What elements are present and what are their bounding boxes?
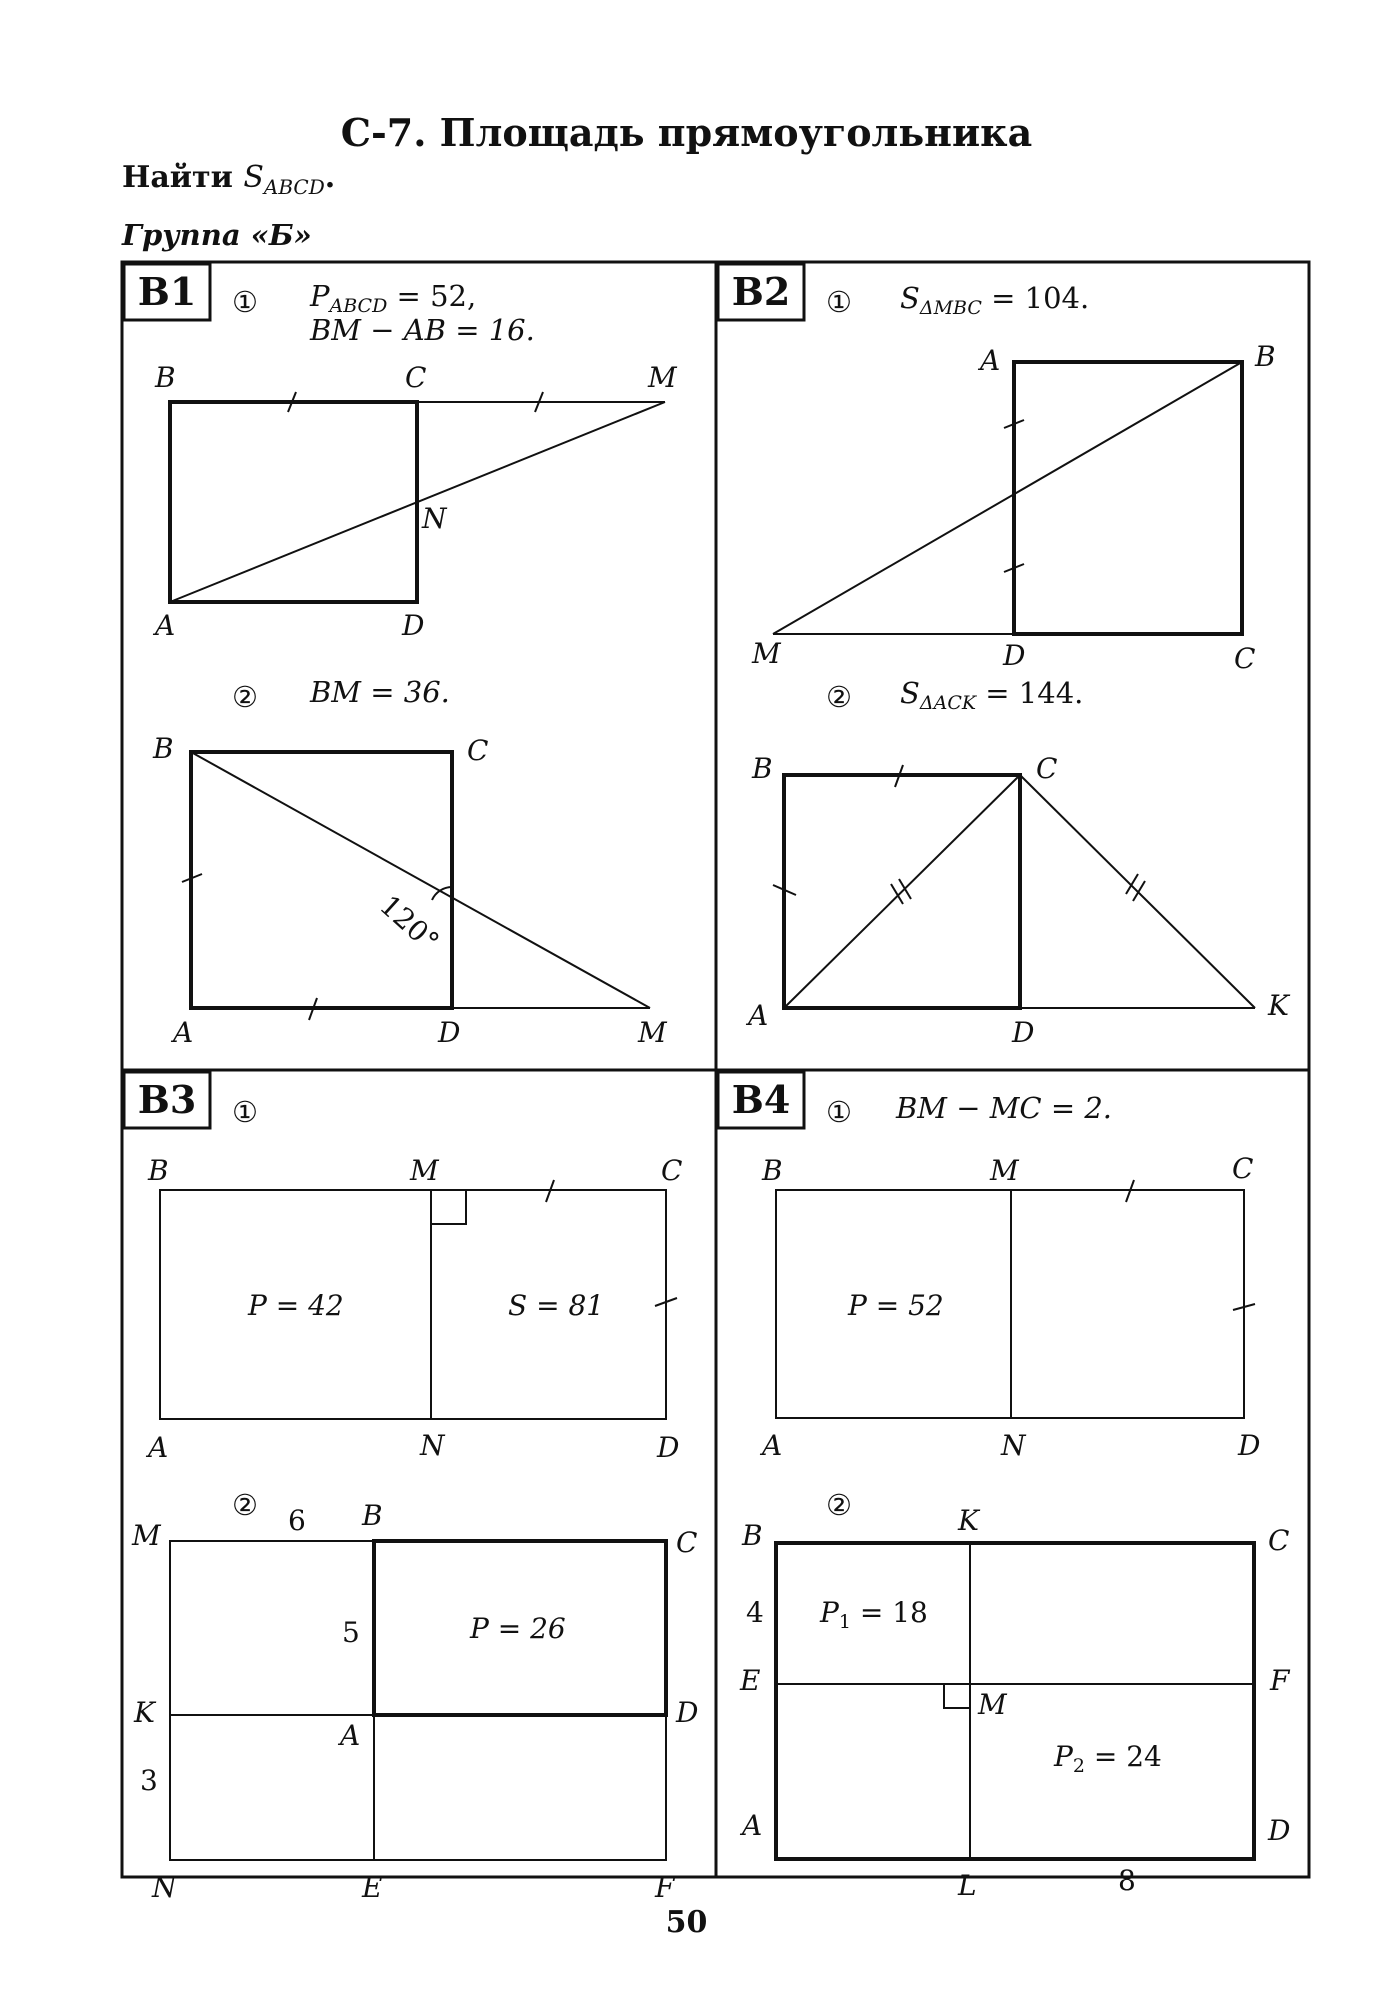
- b4p1-point-M: M: [990, 1154, 1019, 1187]
- b3p2-point-A: A: [340, 1719, 361, 1752]
- b3-p2-seg-mb: 6: [288, 1504, 306, 1537]
- b1p2-point-C: C: [467, 734, 489, 767]
- b3p2-point-F: F: [655, 1871, 675, 1904]
- b1-p1-cond1: $P_{ABCD} = 52$,: [310, 279, 477, 317]
- b1p1-point-C: C: [405, 361, 427, 394]
- b3p1-point-C: C: [661, 1154, 683, 1187]
- b3p2-point-C: C: [676, 1526, 698, 1559]
- b2p2-point-K: K: [1268, 989, 1289, 1022]
- b2p1-point-C: C: [1234, 642, 1256, 675]
- b1-p2-figure: [182, 752, 650, 1020]
- b2p2-point-C: C: [1036, 752, 1058, 785]
- b4-p2-p1-text: $P_1 = 18$: [820, 1596, 928, 1633]
- group-label: Группа «Б»: [122, 218, 312, 252]
- b2p1-point-B: B: [1255, 340, 1276, 373]
- b3p2-point-M: M: [132, 1519, 161, 1552]
- variant-grid: [122, 262, 1309, 1877]
- b1p1-point-D: D: [402, 609, 425, 642]
- b3p2-point-D: D: [676, 1696, 699, 1729]
- b3p2-point-N: N: [152, 1871, 177, 1904]
- b4p2-point-C: C: [1268, 1524, 1290, 1557]
- variant-b4: [718, 1072, 1291, 1902]
- variant-b3-label: В3: [137, 1077, 197, 1122]
- b4p2-point-K: K: [958, 1504, 979, 1537]
- b1p1-point-B: B: [155, 361, 176, 394]
- b3-p2-seg-kn: 3: [140, 1764, 158, 1797]
- b1p1-point-A: A: [155, 609, 176, 642]
- b4p2-point-A: A: [742, 1809, 763, 1842]
- b4-p2-num: ②: [826, 1488, 852, 1522]
- b2-p1-num: ①: [826, 285, 852, 319]
- b4-p1-cond: BM − MC = 2.: [896, 1091, 1113, 1125]
- b4-p2-seg-be: 4: [746, 1596, 764, 1629]
- b3-p2-figure: [170, 1541, 666, 1860]
- b4p2-point-F: F: [1270, 1664, 1290, 1697]
- b4p2-point-B: B: [742, 1519, 763, 1552]
- b3-p2-seg-ba: 5: [342, 1616, 360, 1649]
- b4p2-point-E: E: [740, 1664, 761, 1697]
- b1-angle-label: 120°: [373, 888, 446, 959]
- task-var: S: [243, 160, 264, 195]
- b3p1-point-B: B: [148, 1154, 169, 1187]
- task-sub: ABCD: [263, 175, 325, 199]
- b3p2-point-B: B: [362, 1499, 383, 1532]
- b4-p2-seg-ld: 8: [1118, 1864, 1136, 1897]
- task-end: .: [324, 160, 336, 195]
- b1-p1-num: ①: [232, 285, 258, 319]
- b2p1-point-D: D: [1003, 639, 1026, 672]
- b3-p2-num: ②: [232, 1488, 258, 1522]
- b3-p2-text: P = 26: [470, 1612, 566, 1645]
- b2-p2-num: ②: [826, 680, 852, 714]
- b2-p2-figure: [773, 765, 1255, 1008]
- b3p1-point-M: M: [410, 1154, 439, 1187]
- b4-p1-num: ①: [826, 1095, 852, 1129]
- b3p1-point-N: N: [420, 1429, 445, 1462]
- b1p1-point-M: M: [648, 361, 677, 394]
- b2-p2-cond: $S_{\Delta ACK} = 144$.: [900, 676, 1084, 714]
- b4p2-point-M: M: [978, 1688, 1007, 1721]
- b2p2-point-A: A: [748, 999, 769, 1032]
- b3-p1-left-text: P = 42: [248, 1289, 344, 1322]
- page-title: С-7. Площадь прямоугольника: [340, 110, 1033, 155]
- b4p1-point-D: D: [1238, 1429, 1261, 1462]
- variant-b2-label: В2: [731, 269, 791, 314]
- b4p1-point-N: N: [1001, 1429, 1026, 1462]
- b2p2-point-B: B: [752, 752, 773, 785]
- b3p1-point-A: A: [148, 1431, 169, 1464]
- b2p2-point-D: D: [1012, 1016, 1035, 1049]
- b1p2-point-B: B: [153, 732, 174, 765]
- b4-p2-p2-text: $P_2 = 24$: [1054, 1740, 1162, 1777]
- b1p2-point-A: A: [173, 1016, 194, 1049]
- b1p1-point-N: N: [422, 502, 447, 535]
- b1-p2-num: ②: [232, 680, 258, 714]
- page-number: 50: [665, 1905, 708, 1940]
- b4p1-point-B: B: [762, 1154, 783, 1187]
- b2-p1-cond: $S_{\Delta MBC} = 104$.: [900, 281, 1090, 319]
- variant-b2: [718, 264, 1291, 1049]
- variant-b1-label: В1: [137, 269, 197, 314]
- b4p1-point-C: C: [1232, 1152, 1254, 1185]
- variant-b3: [124, 1072, 698, 1904]
- b3-p1-num: ①: [232, 1095, 258, 1129]
- b3p2-point-E: E: [362, 1871, 383, 1904]
- b4-p2-figure: [776, 1543, 1254, 1859]
- variant-b1: [124, 264, 678, 1049]
- b1p2-point-M: M: [638, 1016, 667, 1049]
- b3p2-point-K: K: [134, 1696, 155, 1729]
- b2p1-point-M: M: [752, 637, 781, 670]
- b4p2-point-D: D: [1268, 1814, 1291, 1847]
- variant-b4-label: В4: [731, 1077, 791, 1122]
- b1-p2-cond: BM = 36.: [310, 675, 450, 709]
- b3-p1-right-text: S = 81: [508, 1289, 605, 1322]
- b4p2-point-L: L: [958, 1869, 977, 1902]
- b1p2-point-D: D: [438, 1016, 461, 1049]
- b2p1-point-A: A: [980, 344, 1001, 377]
- b2-p1-figure: [773, 362, 1242, 634]
- b4-p1-text: P = 52: [848, 1289, 944, 1322]
- b4p1-point-A: A: [762, 1429, 783, 1462]
- b1-p1-cond2: BM − AB = 16.: [310, 313, 535, 347]
- task-text: Найти: [122, 160, 233, 195]
- b3p1-point-D: D: [657, 1431, 680, 1464]
- b1-p1-figure: [170, 392, 665, 602]
